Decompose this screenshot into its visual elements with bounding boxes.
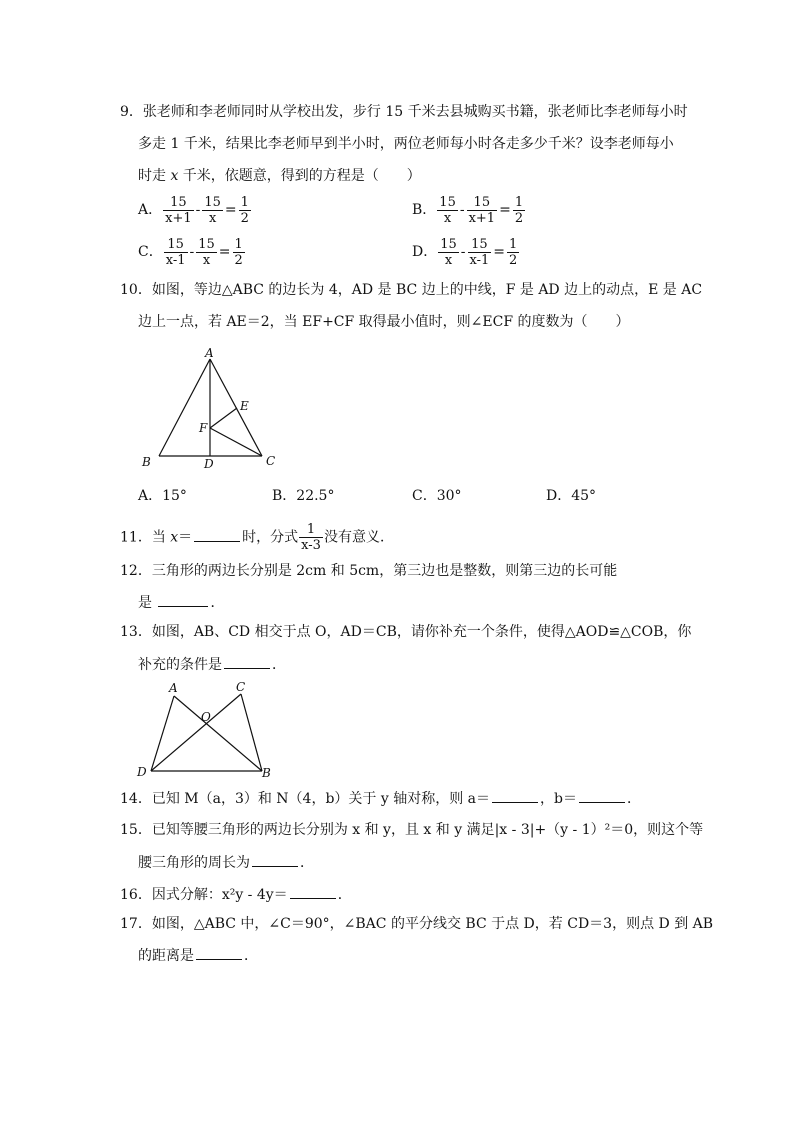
q13-line2: 补充的条件是 ．: [138, 654, 286, 675]
q10-option-a: A．15°: [138, 488, 187, 504]
q9-line3: 时走 x 千米，依题意，得到的方程是（ ）: [138, 168, 421, 184]
q13-answer-blank: [224, 654, 270, 669]
q12-line1: 12．三角形的两边长分别是 2cm 和 5cm，第三边也是整数，则第三边的长可能: [120, 563, 618, 579]
q12-answer-blank: [158, 592, 208, 607]
q9-option-d: D． $\frac{15}{x}$ - $\frac{15}{x-1}$ = $\frac{1}{2}$: [412, 236, 518, 268]
q15-line1: 15．已知等腰三角形的两边长分别为 x 和 y，且 x 和 y 满足|x - 3|+（y - 1）²＝0，则这个等: [120, 822, 704, 838]
label-b: B: [142, 455, 151, 469]
q11-line: 11．当 x＝ 时，分式 $\frac{1}{x-3}$ 没有意义．: [120, 522, 394, 553]
label-d: D: [137, 765, 147, 779]
q10-line2: 边上一点，若 AE＝2，当 EF+CF 取得最小值时，则∠ECF 的度数为（ ）: [138, 314, 630, 330]
q14-answer-blank-a: [492, 788, 538, 803]
q15-answer-blank: [252, 852, 298, 867]
label-c: C: [236, 680, 246, 694]
q10-option-d: D．45°: [546, 488, 597, 504]
q16-line: 16．因式分解：x²y - 4y＝ ．: [120, 884, 352, 905]
q10-triangle-figure: [136, 344, 286, 474]
label-f: F: [199, 421, 208, 435]
label-c: C: [266, 454, 276, 468]
q9-option-a: A． $\frac{15}{x+1}$ - $\frac{15}{x}$ = $\frac{1}{2}$: [138, 194, 249, 226]
q10-option-b: B．22.5°: [272, 488, 335, 504]
q14-answer-blank-b: [579, 788, 625, 803]
q16-answer-blank: [290, 884, 336, 899]
q17-line2: 的距离是 ．: [138, 945, 258, 966]
label-e: E: [240, 399, 249, 413]
label-o: O: [201, 710, 211, 724]
q9-line1: 9．张老师和李老师同时从学校出发，步行 15 千米去县城购买书籍，张老师比李老师每小时: [120, 104, 688, 120]
q13-line1: 13．如图，AB、CD 相交于点 O，AD＝CB，请你补充一个条件，使得△AOD≌△COB，你: [120, 624, 692, 640]
q9-option-c: C． $\frac{15}{x-1}$ - $\frac{15}{x}$ = $\frac{1}{2}$: [138, 236, 243, 268]
q9-option-b: B． $\frac{15}{x}$ - $\frac{15}{x+1}$ = $\frac{1}{2}$: [412, 194, 524, 226]
q17-answer-blank: [196, 945, 242, 960]
q12-line2: 是 ．: [138, 592, 224, 613]
q10-line1: 10．如图，等边△ABC 的边长为 4，AD 是 BC 边上的中线，F 是 AD 边上的动点，E 是 AC: [120, 282, 703, 298]
q9-line2: 多走 1 千米，结果比李老师早到半小时，两位老师每小时各走多少千米？设李老师每小: [138, 136, 674, 152]
label-b: B: [262, 766, 271, 780]
label-d: D: [204, 457, 214, 471]
q13-crossing-figure: [134, 678, 279, 783]
label-a: A: [169, 681, 178, 695]
q10-option-c: C．30°: [412, 488, 462, 504]
q14-line: 14．已知 M（a，3）和 N（4，b）关于 y 轴对称，则 a＝ ，b＝ ．: [120, 788, 641, 809]
q15-line2: 腰三角形的周长为 ．: [138, 852, 314, 873]
label-a: A: [205, 346, 214, 360]
q17-line1: 17．如图，△ABC 中，∠C＝90°，∠BAC 的平分线交 BC 于点 D，若 CD＝3，则点 D 到 AB: [120, 916, 714, 932]
q11-answer-blank: [194, 527, 240, 542]
